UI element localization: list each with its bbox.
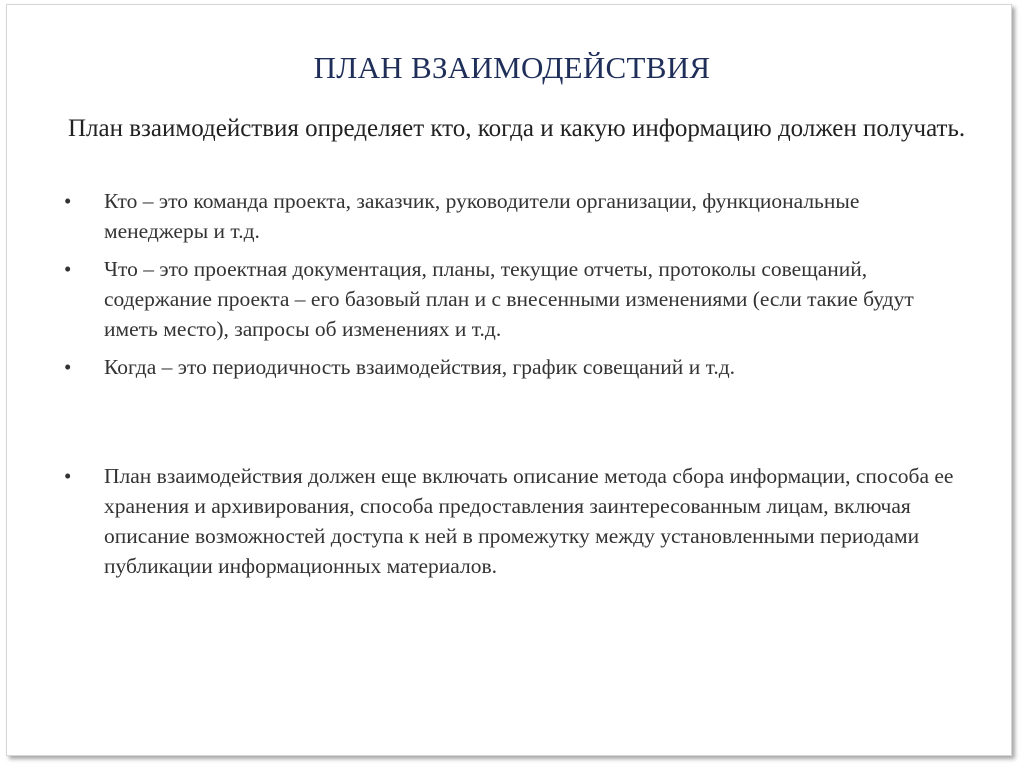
bullet-item-plan-details [62, 461, 962, 581]
bullet-item-when [62, 352, 962, 382]
bullet-list [62, 186, 962, 390]
bullet-dot-icon: • [64, 257, 72, 281]
bullet-text: План взаимодействия должен еще включать описание метода сбора информации, способа ее хранения и архивирования, способа предоставления заинтересованным лицам, включая описание возможностей доступа к ней в промежутку между установленными периодами публикации информационных материалов. [104, 464, 954, 578]
bullet-dot-icon: • [64, 464, 72, 488]
bullet-dot-icon: • [64, 355, 72, 379]
intro-paragraph: План взаимодействия определяет кто, когда и какую информацию должен получать. [68, 115, 966, 142]
slide-title: ПЛАН ВЗАИМОДЕЙСТВИЯ [313, 50, 711, 85]
bullet-item-who [62, 186, 962, 246]
bullet-text: Кто – это команда проекта, заказчик, руководители организации, функциональные менеджеры и т.д. [104, 189, 860, 243]
bullet-text: Что – это проектная документация, планы, текущие отчеты, протоколы совещаний, содержание проекта – его базовый план и с внесенными изменениями (если такие будут иметь место), запросы об изменениях и т.д. [104, 257, 914, 341]
bullet-dot-icon: • [64, 189, 72, 213]
bullet-list-secondary [62, 461, 962, 589]
bullet-item-what [62, 254, 962, 344]
bullet-text: Когда – это периодичность взаимодействия, график совещаний и т.д. [104, 355, 736, 379]
